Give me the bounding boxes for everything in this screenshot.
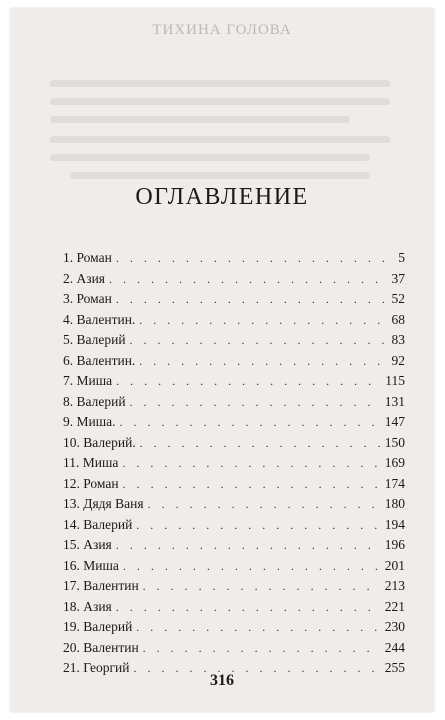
toc-entry — [63, 353, 405, 374]
toc-entry-page: 83 — [391, 332, 405, 347]
toc-dot-leader — [116, 374, 381, 389]
toc-entry-title: Миша — [83, 557, 119, 573]
toc-entry-number: 16. — [63, 557, 80, 573]
toc-entry-page: 201 — [384, 557, 405, 573]
toc-entry-number: 21. — [63, 660, 80, 675]
toc-entry-title: Валентин. — [76, 352, 136, 368]
toc-dot-leader — [116, 292, 388, 307]
toc-entry-page: 92 — [391, 352, 405, 368]
toc-entry-title: Миша. — [76, 414, 116, 429]
toc-entry-title: Валерий — [76, 393, 126, 409]
toc-entry-number: 3. — [63, 291, 74, 306]
toc-entry-title: Валерий — [83, 516, 133, 532]
toc-entry-page: 115 — [385, 373, 405, 388]
toc-entry-number: 14. — [63, 516, 80, 532]
toc-entry — [63, 312, 405, 333]
toc-entry-title: Валентин — [83, 578, 139, 593]
toc-entry-number: 17. — [63, 578, 80, 593]
toc-dot-leader — [143, 579, 381, 594]
toc-entry-number: 7. — [63, 373, 74, 388]
toc-entry — [63, 558, 405, 579]
toc-entry-page: 68 — [391, 311, 405, 327]
toc-entry-title: Роман — [76, 250, 112, 265]
toc-entry-title: Валентин — [83, 639, 139, 655]
toc-list — [63, 250, 405, 681]
toc-entry — [63, 291, 405, 312]
toc-entry — [63, 271, 405, 292]
toc-entry-number: 15. — [63, 537, 80, 552]
toc-entry-page: 52 — [391, 291, 405, 306]
toc-entry-title: Миша — [76, 373, 113, 388]
toc-entry — [63, 455, 405, 476]
book-page — [10, 8, 434, 712]
toc-dot-leader — [123, 559, 381, 574]
toc-entry-title: Азия — [83, 537, 112, 552]
toc-entry-title: Валерий. — [83, 434, 136, 450]
toc-entry — [63, 578, 405, 599]
toc-dot-leader — [122, 456, 380, 471]
toc-dot-leader — [139, 354, 387, 369]
toc-entry-page: 194 — [384, 516, 405, 532]
toc-entry — [63, 435, 405, 456]
toc-entry-number: 9. — [63, 414, 74, 429]
toc-entry-page: 169 — [384, 455, 405, 470]
toc-entry-title: Роман — [76, 291, 112, 306]
toc-entry-page: 150 — [384, 434, 405, 450]
toc-entry — [63, 640, 405, 661]
table-of-contents — [10, 8, 434, 712]
toc-entry-title: Миша — [82, 455, 119, 470]
toc-entry-title: Георгий — [83, 660, 130, 675]
toc-dot-leader — [109, 272, 387, 287]
toc-title: ОГЛАВЛЕНИЕ — [135, 184, 309, 210]
toc-dot-leader — [140, 436, 381, 451]
toc-entry-page: 244 — [384, 639, 405, 655]
toc-entry — [63, 496, 405, 517]
toc-dot-leader — [130, 395, 381, 410]
toc-entry-page: 37 — [391, 270, 405, 286]
toc-entry-number: 8. — [63, 393, 74, 409]
toc-entry-page: 196 — [384, 537, 405, 552]
toc-entry-number: 19. — [63, 619, 80, 634]
toc-entry-page: 131 — [384, 393, 405, 409]
page-number: 316 — [210, 672, 234, 689]
toc-entry-number: 5. — [63, 332, 74, 347]
toc-entry-number: 12. — [63, 475, 80, 491]
toc-dot-leader — [136, 518, 380, 533]
toc-entry-page: 230 — [384, 619, 405, 634]
toc-entry-number: 13. — [63, 496, 80, 511]
toc-entry-title: Валерий — [83, 619, 133, 634]
toc-entry-page: 147 — [384, 414, 405, 429]
toc-entry-title: Дядя Ваня — [83, 496, 144, 511]
toc-entry — [63, 332, 405, 353]
toc-entry-title: Валерий — [76, 332, 126, 347]
toc-entry-page: 5 — [398, 250, 405, 265]
toc-dot-leader — [139, 313, 387, 328]
toc-entry-number: 11. — [63, 455, 80, 470]
toc-entry — [63, 537, 405, 558]
toc-entry — [63, 373, 405, 394]
toc-dot-leader — [123, 477, 381, 492]
toc-entry-number: 4. — [63, 311, 74, 327]
toc-entry — [63, 517, 405, 538]
toc-dot-leader — [116, 538, 381, 553]
toc-entry-title: Азия — [76, 270, 106, 286]
toc-entry-page: 221 — [384, 598, 405, 614]
toc-entry — [63, 414, 405, 435]
toc-entry-page: 174 — [384, 475, 405, 491]
toc-entry-page: 180 — [384, 496, 405, 511]
running-head: ТИХИНА ГОЛОВА — [152, 22, 292, 38]
toc-entry-number: 20. — [63, 639, 80, 655]
toc-entry-number: 2. — [63, 270, 74, 286]
toc-entry-number: 10. — [63, 434, 80, 450]
toc-entry-number: 1. — [63, 250, 74, 265]
toc-dot-leader — [130, 333, 388, 348]
toc-dot-leader — [116, 600, 381, 615]
toc-entry-title: Валентин. — [76, 311, 136, 327]
toc-dot-leader — [143, 641, 381, 656]
toc-dot-leader — [120, 415, 381, 430]
toc-entry — [63, 394, 405, 415]
toc-entry-title: Роман — [83, 475, 119, 491]
toc-entry — [63, 250, 405, 271]
toc-dot-leader — [148, 497, 381, 512]
toc-entry — [63, 619, 405, 640]
toc-entry — [63, 599, 405, 620]
toc-entry-number: 18. — [63, 598, 80, 614]
toc-entry-page: 213 — [384, 578, 405, 593]
toc-dot-leader — [136, 620, 380, 635]
toc-entry-number: 6. — [63, 352, 74, 368]
toc-entry-page: 255 — [384, 660, 405, 675]
toc-entry-title: Азия — [83, 598, 112, 614]
toc-dot-leader — [116, 251, 394, 266]
toc-entry — [63, 476, 405, 497]
